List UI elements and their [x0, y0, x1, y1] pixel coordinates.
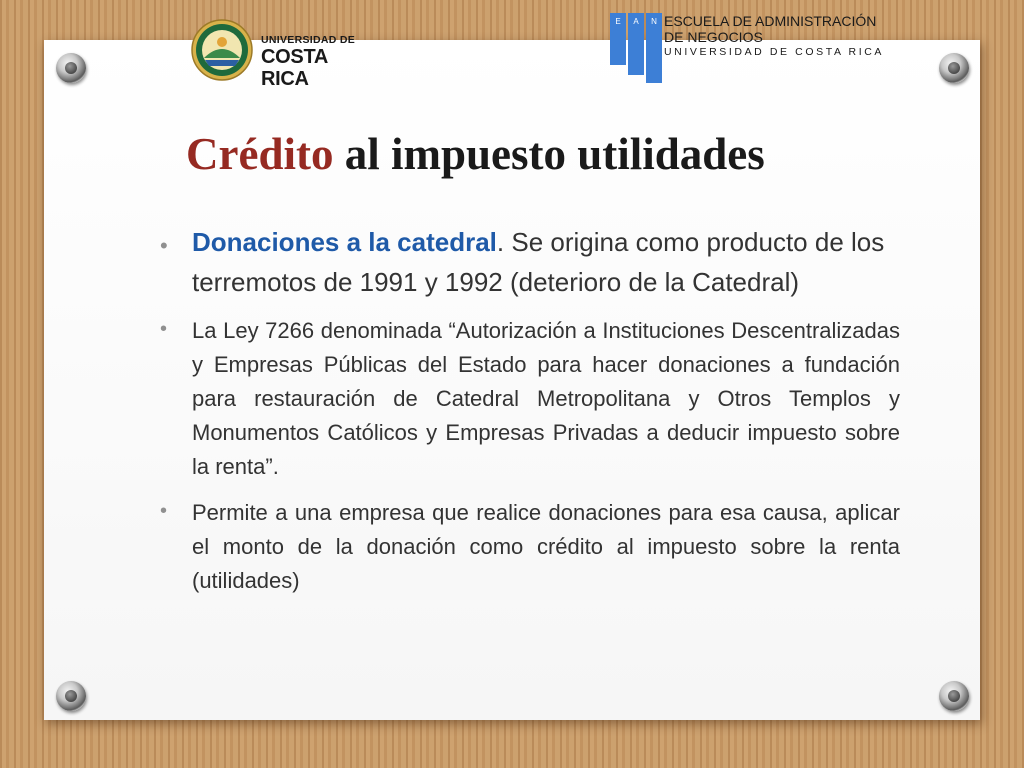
- slide-title: [186, 128, 946, 180]
- ucr-name-line2: COSTA RICA: [261, 46, 328, 90]
- bullet-list: [156, 222, 900, 598]
- title-rest: al impuesto utilidades: [333, 129, 765, 179]
- bullet-lead-text: Donaciones a la catedral: [192, 227, 497, 257]
- bullet-item-permite: [156, 496, 900, 598]
- bullet-marker: •: [160, 233, 168, 258]
- bullet-item-ley: [156, 314, 900, 484]
- ean-logo: [610, 13, 930, 88]
- ucr-seal-icon: [191, 18, 253, 82]
- ucr-name-line1: UNIVERSIDAD DE: [261, 34, 356, 46]
- pushpin-icon: [939, 681, 969, 711]
- bullet-marker: •: [160, 318, 168, 340]
- bullet-item-catedral: [156, 222, 900, 302]
- ean-university-line: UNIVERSIDAD DE COSTA RICA: [664, 46, 884, 58]
- title-accent-word: Crédito: [186, 129, 334, 179]
- ean-name-line2: DE NEGOCIOS: [664, 29, 763, 45]
- bullet-body-text: La Ley 7266 denominada “Autorización a Instituciones Descentralizadas y Empresas Públicas del Estado para hacer donaciones a fundación para restauración de Catedral Metropolitana y Otros Templos y Monumentos Católicos y Empresas Privadas a deducir impuesto sobre la renta”.: [192, 318, 900, 479]
- ean-name-line1: ESCUELA DE ADMINISTRACIÓN: [664, 13, 877, 29]
- ean-letter-n: N: [651, 17, 657, 26]
- ean-bars-icon: [610, 13, 672, 83]
- pushpin-icon: [56, 681, 86, 711]
- pushpin-icon: [939, 53, 969, 83]
- ean-letter-e: E: [615, 17, 621, 26]
- ucr-logo: [191, 18, 371, 88]
- ean-letter-a: A: [633, 17, 639, 26]
- bullet-marker: •: [160, 500, 168, 522]
- pushpin-icon: [56, 53, 86, 83]
- bullet-body-text: . Se origina como producto de los terremotos de 1991 y 1992 (deterioro de la Catedral): [192, 227, 885, 297]
- bullet-body-text: Permite a una empresa que realice donaciones para esa causa, aplicar el monto de la donación como crédito al impuesto sobre la renta (utilidades): [192, 500, 900, 593]
